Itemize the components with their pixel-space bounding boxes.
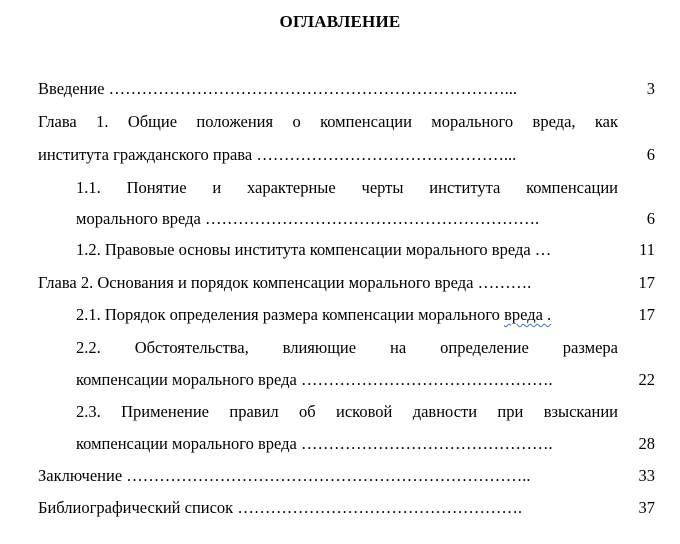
toc-entry-chapter2: Глава 2. Основания и порядок компенсации морального вреда ………. bbox=[38, 273, 532, 292]
toc-entry-intro: Введение ………………………………………………………………... bbox=[38, 79, 518, 98]
toc-entry-section-2-1 bbox=[76, 305, 618, 325]
toc-page-section-2-1: 17 bbox=[638, 305, 655, 324]
toc-page-section-2-3: 28 bbox=[638, 434, 655, 453]
toc-page-conclusion: 33 bbox=[638, 466, 655, 485]
toc-entry-section-2-1-text: 2.1. Порядок определения размера компенсации морального bbox=[76, 305, 505, 324]
toc-entry-chapter1-line1: Глава 1. Общие положения о компенсации морального вреда, как bbox=[38, 112, 618, 131]
toc-entry-section-2-3-line2: компенсации морального вреда ………………………………………. bbox=[76, 434, 553, 453]
toc-page-chapter2: 17 bbox=[638, 273, 655, 292]
toc-entry-conclusion: Заключение ……………………………………………………………….. bbox=[38, 466, 531, 485]
toc-entry-section-1-2: 1.2. Правовые основы института компенсации морального вреда … bbox=[76, 240, 552, 259]
toc-page-section-2-2: 22 bbox=[638, 370, 655, 389]
toc-page-intro: 3 bbox=[646, 79, 655, 98]
toc-entry-section-1-1-line2: морального вреда ……………………………………………………. bbox=[76, 209, 540, 228]
toc-page-bibliography: 37 bbox=[638, 498, 655, 517]
toc-entry-chapter1-line2: института гражданского права ………………………………………... bbox=[38, 145, 517, 164]
toc-entry-bibliography: Библиографический список ……………………………………………. bbox=[38, 498, 522, 517]
toc-entry-section-1-1-line1: 1.1. Понятие и характерные черты института компенсации bbox=[76, 178, 618, 197]
toc-entry-section-2-3-line1: 2.3. Применение правил об исковой давности при взыскании bbox=[76, 402, 618, 421]
toc-entry-section-2-2-line2: компенсации морального вреда ………………………………………. bbox=[76, 370, 553, 389]
toc-entry-section-2-2-line1: 2.2. Обстоятельства, влияющие на определение размера bbox=[76, 338, 618, 357]
toc-page-section-1-1: 6 bbox=[646, 209, 655, 228]
spellcheck-marked-word[interactable]: вреда . bbox=[504, 305, 552, 324]
toc-heading: ОГЛАВЛЕНИЕ bbox=[279, 12, 401, 31]
toc-page-chapter1: 6 bbox=[646, 145, 655, 164]
toc-page-section-1-2: 11 bbox=[639, 240, 655, 259]
